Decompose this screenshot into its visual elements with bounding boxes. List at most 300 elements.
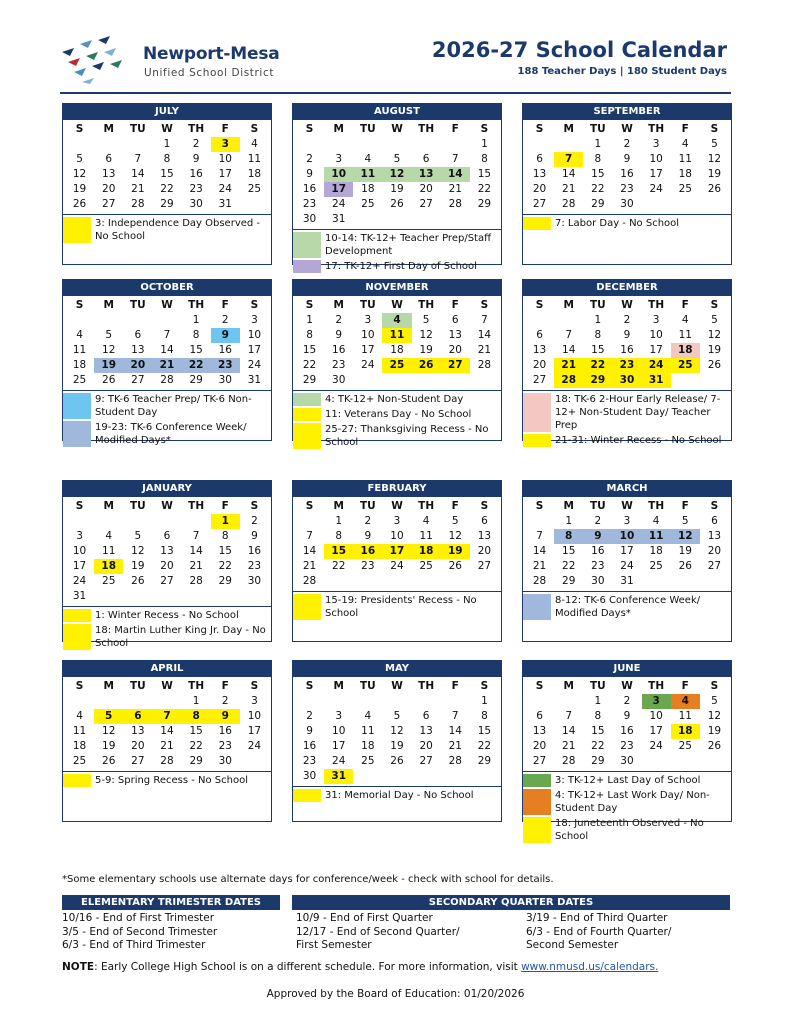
day-cell: 1 <box>335 515 343 527</box>
day-cell: 26 <box>678 560 692 572</box>
empty-day <box>353 769 382 784</box>
day-cell: 11 <box>361 725 375 737</box>
day-cell: 7 <box>536 530 543 542</box>
day-cell: 19 <box>707 168 722 180</box>
empty-day <box>525 694 554 709</box>
day-cell: 31 <box>247 374 262 386</box>
day-cell: 15 <box>562 545 576 557</box>
day-cell: 1 <box>594 695 602 707</box>
empty-day <box>554 694 583 709</box>
weekday-header: S <box>710 680 719 692</box>
weekday-header: S <box>75 500 84 512</box>
empty-day <box>700 754 729 769</box>
month-legend <box>293 786 501 806</box>
note-text: : Early College High School is on a different schedule. For more information, visit <box>94 961 522 973</box>
approval-line: Approved by the Board of Education: 01/20/2026 <box>266 988 525 1000</box>
weekday-header: W <box>391 680 403 692</box>
day-cell: 5 <box>105 329 113 341</box>
day-cell: 3 <box>652 314 660 326</box>
empty-day <box>65 137 94 152</box>
day-cell: 28 <box>532 575 547 587</box>
empty-day <box>94 137 123 152</box>
day-cell: 2 <box>221 314 229 326</box>
weekday-header: M <box>333 123 344 135</box>
weekday-header: S <box>75 680 84 692</box>
empty-day <box>441 574 470 589</box>
day-cell: 20 <box>532 183 547 195</box>
day-cell: 14 <box>160 725 174 737</box>
day-cell: 11 <box>353 167 382 182</box>
empty-day <box>123 694 152 709</box>
weekday-header: S <box>480 299 489 311</box>
day-cell: 9 <box>623 710 631 722</box>
month-december <box>522 279 732 446</box>
district-logo-icon <box>60 36 130 84</box>
day-cell: 28 <box>448 198 462 210</box>
month-title: APRIL <box>63 661 271 677</box>
legend-text: 9: TK-6 Teacher Prep/ TK-6 Non-Student Day <box>95 394 252 418</box>
legend-swatch <box>523 434 551 447</box>
month-title: JANUARY <box>63 481 271 497</box>
weekday-header: TU <box>130 500 146 512</box>
legend-text: 15-19: Presidents' Recess - No School <box>325 595 477 619</box>
day-cell: 9 <box>192 153 200 165</box>
day-cell: 20 <box>419 740 433 752</box>
day-cell: 18 <box>671 724 700 739</box>
day-cell: 30 <box>218 755 232 767</box>
legend-item <box>63 609 271 622</box>
legend-text: 3: TK-12+ Last Day of School <box>555 775 701 786</box>
day-cell: 2 <box>306 153 313 165</box>
empty-day <box>700 197 729 212</box>
legend-text: 25-27: Thanksgiving Recess - No School <box>325 424 489 448</box>
day-cell: 30 <box>302 213 317 225</box>
day-cell: 8 <box>221 530 229 542</box>
day-cell: 7 <box>554 152 583 167</box>
day-cell: 2 <box>594 515 602 527</box>
day-cell: 27 <box>532 755 547 767</box>
empty-day <box>123 514 152 529</box>
month-january <box>62 480 272 649</box>
day-cell: 13 <box>102 168 116 180</box>
day-cell: 5 <box>134 530 142 542</box>
empty-day <box>412 694 441 709</box>
day-cell: 6 <box>422 153 430 165</box>
legend-item <box>293 260 501 273</box>
legend-swatch <box>523 774 551 787</box>
day-cell: 10 <box>247 329 262 341</box>
day-cell: 24 <box>72 575 87 587</box>
day-cell: 8 <box>192 329 200 341</box>
day-cell: 26 <box>390 198 404 210</box>
day-cell: 23 <box>302 755 317 767</box>
weekday-header: TH <box>188 299 205 311</box>
day-cell: 23 <box>361 560 375 572</box>
day-cell: 16 <box>353 544 382 559</box>
day-cell: 18 <box>390 344 404 356</box>
day-cell: 17 <box>620 545 634 557</box>
legend-swatch <box>63 624 91 650</box>
empty-day <box>324 574 353 589</box>
day-cell: 23 <box>211 358 240 373</box>
day-cell: 29 <box>218 575 232 587</box>
empty-day <box>382 574 411 589</box>
day-cell: 15 <box>189 344 203 356</box>
day-cell: 7 <box>451 153 459 165</box>
month-legend <box>293 229 501 277</box>
day-cell: 1 <box>565 515 573 527</box>
weekday-header: W <box>391 299 403 311</box>
day-cell: 2 <box>306 710 313 722</box>
empty-day <box>240 589 269 604</box>
day-cell: 5 <box>76 153 83 165</box>
day-cell: 16 <box>247 545 262 557</box>
day-cell: 17 <box>382 544 411 559</box>
weekday-header: S <box>250 500 259 512</box>
day-cell: 19 <box>102 740 116 752</box>
day-cell: 13 <box>707 530 722 542</box>
day-cell: 4 <box>251 138 258 150</box>
day-cell: 3 <box>652 138 660 150</box>
day-cell: 27 <box>707 560 722 572</box>
day-cell: 6 <box>536 710 543 722</box>
month-legend <box>523 390 731 451</box>
day-cell: 1 <box>192 695 200 707</box>
day-cell: 7 <box>565 710 573 722</box>
weekday-header: TH <box>418 299 435 311</box>
day-cell: 4 <box>76 710 83 722</box>
legend-swatch <box>523 217 551 230</box>
day-cell: 20 <box>707 545 722 557</box>
day-cell: 28 <box>562 198 576 210</box>
day-cell: 6 <box>481 515 488 527</box>
legend-text: 18: TK-6 2-Hour Early Release/ 7-12+ Non-Student Day/ Teacher Prep <box>555 394 721 431</box>
empty-day <box>412 137 441 152</box>
day-cell: 30 <box>612 373 641 388</box>
month-days <box>523 120 731 212</box>
day-cell: 18 <box>671 343 700 358</box>
empty-day <box>470 212 499 227</box>
empty-day <box>642 197 671 212</box>
day-cell: 13 <box>131 725 145 737</box>
empty-day <box>182 589 211 604</box>
weekday-header: F <box>221 299 229 311</box>
day-cell: 9 <box>623 329 631 341</box>
empty-day <box>382 694 411 709</box>
weekday-header: TH <box>188 680 205 692</box>
day-cell: 1 <box>594 314 602 326</box>
day-cell: 12 <box>707 329 722 341</box>
empty-day <box>382 212 411 227</box>
month-days <box>523 296 731 388</box>
day-cell: 16 <box>620 344 634 356</box>
day-cell: 3 <box>335 153 343 165</box>
day-cell: 20 <box>160 560 174 572</box>
day-cell: 2 <box>335 314 343 326</box>
day-cell: 13 <box>448 329 462 341</box>
day-cell: 27 <box>160 575 174 587</box>
day-cell: 11 <box>72 725 87 737</box>
day-cell: 8 <box>163 153 171 165</box>
day-cell: 9 <box>306 168 313 180</box>
day-cell: 15 <box>591 344 605 356</box>
empty-day <box>441 373 470 388</box>
secondary-dates-heading: SECONDARY QUARTER DATES <box>292 895 730 910</box>
legend-swatch <box>293 408 321 421</box>
weekday-header: M <box>563 500 574 512</box>
empty-day <box>324 137 353 152</box>
day-cell: 7 <box>565 329 573 341</box>
day-cell: 18 <box>361 183 375 195</box>
day-cell: 14 <box>302 545 317 557</box>
month-march <box>522 480 732 642</box>
day-cell: 13 <box>131 344 145 356</box>
day-cell: 12 <box>419 329 433 341</box>
day-cell: 28 <box>562 755 576 767</box>
legend-text: 1: Winter Recess - No School <box>95 610 239 621</box>
empty-day <box>642 754 671 769</box>
day-cell: 27 <box>477 560 492 572</box>
weekday-header: F <box>451 500 459 512</box>
legend-item <box>523 393 731 432</box>
day-cell: 25 <box>102 575 116 587</box>
month-october <box>62 279 272 446</box>
day-cell: 9 <box>583 529 612 544</box>
day-cell: 22 <box>562 560 576 572</box>
day-cell: 8 <box>306 329 313 341</box>
day-cell: 23 <box>189 183 203 195</box>
empty-day <box>240 197 269 212</box>
day-cell: 4 <box>76 329 83 341</box>
day-cell: 15 <box>477 168 492 180</box>
day-cell: 5 <box>393 153 401 165</box>
month-november <box>292 279 502 448</box>
day-cell: 18 <box>649 545 663 557</box>
weekday-header: S <box>480 680 489 692</box>
day-cell: 2 <box>623 314 631 326</box>
weekday-header: F <box>451 680 459 692</box>
day-cell: 1 <box>481 138 488 150</box>
month-legend <box>63 606 271 654</box>
weekday-header: S <box>480 500 489 512</box>
day-cell: 17 <box>247 725 262 737</box>
weekday-header: F <box>451 123 459 135</box>
page-title: 2026-27 School Calendar <box>431 38 727 62</box>
day-cell: 19 <box>441 544 470 559</box>
day-cell: 4 <box>364 710 372 722</box>
day-cell: 13 <box>532 168 547 180</box>
day-cell: 13 <box>532 725 547 737</box>
legend-item <box>293 232 501 258</box>
day-cell: 26 <box>707 183 722 195</box>
legend-swatch <box>523 393 551 432</box>
day-cell: 3 <box>211 137 240 152</box>
weekday-header: M <box>103 500 114 512</box>
weekday-header: S <box>535 500 544 512</box>
day-cell: 8 <box>182 709 211 724</box>
day-cell: 16 <box>332 344 346 356</box>
empty-day <box>554 137 583 152</box>
day-cell: 14 <box>562 168 576 180</box>
day-cell: 20 <box>131 740 145 752</box>
empty-day <box>295 514 324 529</box>
day-cell: 15 <box>160 168 174 180</box>
day-cell: 26 <box>102 374 116 386</box>
legend-swatch <box>293 423 321 449</box>
day-cell: 20 <box>477 545 492 557</box>
weekday-header: TH <box>648 299 665 311</box>
legend-swatch <box>523 789 551 815</box>
month-days <box>293 497 501 589</box>
day-cell: 23 <box>620 183 634 195</box>
day-cell: 3 <box>364 314 372 326</box>
day-cell: 30 <box>302 770 317 782</box>
legend-item <box>293 594 501 620</box>
day-cell: 7 <box>481 314 488 326</box>
day-cell: 3 <box>251 314 258 326</box>
day-cell: 2 <box>192 138 200 150</box>
day-cell: 8 <box>554 529 583 544</box>
day-cell: 24 <box>390 560 404 572</box>
day-cell: 22 <box>302 359 317 371</box>
empty-day <box>94 694 123 709</box>
day-cell: 15 <box>591 725 605 737</box>
day-cell: 27 <box>532 374 547 386</box>
weekday-header: S <box>535 680 544 692</box>
empty-day <box>441 212 470 227</box>
legend-swatch <box>63 421 91 447</box>
empty-day <box>295 137 324 152</box>
secondary-date-line: 10/9 - End of First Quarter <box>296 912 433 924</box>
day-cell: 21 <box>554 358 583 373</box>
day-cell: 2 <box>251 515 258 527</box>
legend-item <box>293 789 501 802</box>
weekday-header: F <box>221 123 229 135</box>
day-cell: 21 <box>302 560 317 572</box>
empty-day <box>470 769 499 784</box>
day-cell: 10 <box>324 167 353 182</box>
empty-day <box>152 589 181 604</box>
month-legend <box>63 771 271 791</box>
month-legend <box>63 390 271 451</box>
day-cell: 29 <box>591 755 605 767</box>
day-cell: 14 <box>131 168 145 180</box>
day-cell: 25 <box>247 183 262 195</box>
weekday-header: TU <box>130 299 146 311</box>
day-cell: 16 <box>302 183 317 195</box>
legend-item <box>523 434 731 447</box>
day-cell: 13 <box>412 167 441 182</box>
weekday-header: F <box>221 680 229 692</box>
day-cell: 21 <box>160 740 174 752</box>
day-cell: 5 <box>422 314 430 326</box>
brand-subtitle: Unified School District <box>144 67 275 79</box>
day-cell: 5 <box>711 695 718 707</box>
month-title: MAY <box>293 661 501 677</box>
month-title: JULY <box>63 104 271 120</box>
day-cell: 2 <box>623 695 631 707</box>
day-cell: 19 <box>390 740 404 752</box>
day-cell: 9 <box>364 530 372 542</box>
legend-swatch <box>523 594 551 620</box>
day-cell: 30 <box>247 575 262 587</box>
elementary-date-line: 6/3 - End of Third Trimester <box>62 939 206 951</box>
day-cell: 5 <box>711 314 718 326</box>
weekday-header: TU <box>360 680 376 692</box>
day-cell: 26 <box>390 755 404 767</box>
day-cell: 14 <box>477 329 492 341</box>
day-cell: 27 <box>131 755 145 767</box>
day-cell: 11 <box>678 329 692 341</box>
day-cell: 17 <box>649 344 663 356</box>
weekday-header: F <box>681 500 689 512</box>
day-cell: 11 <box>642 529 671 544</box>
weekday-header: W <box>391 500 403 512</box>
legend-item <box>523 789 731 815</box>
day-cell: 20 <box>532 359 547 371</box>
day-cell: 21 <box>448 183 462 195</box>
day-cell: 22 <box>218 560 232 572</box>
day-cell: 6 <box>163 530 171 542</box>
day-cell: 5 <box>711 138 718 150</box>
day-cell: 6 <box>134 329 142 341</box>
empty-day <box>353 373 382 388</box>
day-cell: 21 <box>562 183 576 195</box>
month-days <box>293 677 501 784</box>
weekday-header: TU <box>590 123 606 135</box>
month-title: SEPTEMBER <box>523 104 731 120</box>
month-title: JUNE <box>523 661 731 677</box>
day-cell: 14 <box>189 545 203 557</box>
day-cell: 25 <box>361 755 375 767</box>
day-cell: 22 <box>591 740 605 752</box>
day-cell: 21 <box>189 560 203 572</box>
day-cell: 8 <box>594 329 602 341</box>
secondary-date-line: Second Semester <box>526 939 619 951</box>
day-cell: 20 <box>102 183 116 195</box>
day-cell: 12 <box>72 168 87 180</box>
day-cell: 12 <box>131 545 145 557</box>
day-cell: 28 <box>477 359 492 371</box>
legend-item <box>523 817 731 843</box>
day-cell: 5 <box>681 515 689 527</box>
legend-text: 11: Veterans Day - No School <box>325 409 472 420</box>
weekday-header: S <box>535 123 544 135</box>
day-cell: 28 <box>160 755 174 767</box>
legend-item <box>63 774 271 787</box>
day-cell: 19 <box>707 344 722 356</box>
empty-day <box>152 313 181 328</box>
day-cell: 8 <box>335 530 343 542</box>
month-legend <box>63 214 271 247</box>
day-cell: 28 <box>131 198 145 210</box>
month-title: DECEMBER <box>523 280 731 296</box>
day-cell: 24 <box>620 560 634 572</box>
empty-day <box>353 212 382 227</box>
weekday-header: S <box>535 299 544 311</box>
day-cell: 4 <box>422 515 430 527</box>
weekday-header: TH <box>188 123 205 135</box>
secondary-dates-col2 <box>526 912 671 953</box>
legend-swatch <box>63 393 91 419</box>
day-cell: 26 <box>412 358 441 373</box>
calendars-link[interactable]: www.nmusd.us/calendars. <box>521 961 659 973</box>
day-cell: 15 <box>591 168 605 180</box>
day-cell: 28 <box>302 575 317 587</box>
day-cell: 1 <box>211 514 240 529</box>
day-cell: 15 <box>189 725 203 737</box>
day-cell: 1 <box>192 314 200 326</box>
